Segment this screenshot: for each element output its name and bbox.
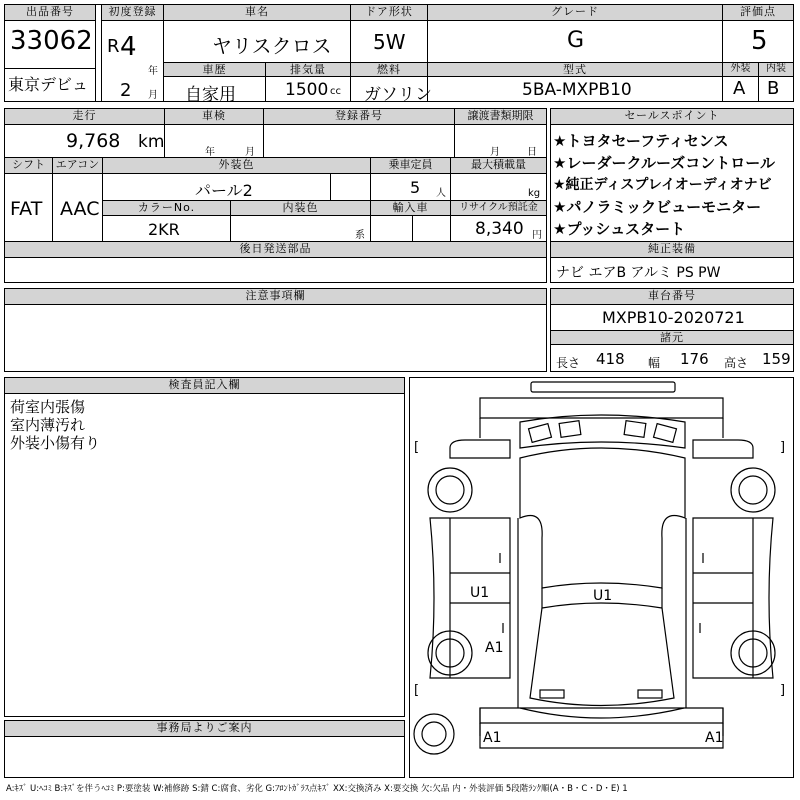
int-color-label: 内装色	[231, 201, 370, 216]
color-no-label: カラーNo.	[103, 201, 230, 216]
damage-mark-a1-bottom-left: A1	[483, 730, 502, 746]
damage-mark-a1-bottom-right: A1	[705, 730, 724, 746]
damage-mark-u1-left: U1	[470, 585, 490, 601]
ext-color-value: パール2	[195, 181, 253, 200]
equipment-label: 純正装備	[551, 242, 793, 258]
equipment-value: ナビ エアB アルミ PS PW	[556, 265, 721, 281]
history-value: 自家用	[185, 85, 236, 105]
bracket-right-bottom: ]	[780, 683, 786, 698]
load-unit: kg	[528, 188, 541, 199]
spec-grid	[4, 108, 547, 242]
shift-label: シフト	[5, 158, 52, 174]
capacity-label: 乗車定員	[371, 158, 450, 174]
load-label: 最大積載量	[451, 158, 546, 174]
sales-point-3: ★純正ディスプレイオーディオナビ	[553, 177, 772, 193]
ext-score-label: 外装	[723, 63, 758, 77]
car-name-value: ヤリスクロス	[212, 34, 332, 58]
color-no-value: 2KR	[148, 220, 180, 239]
later-parts-label: 後日発送部品	[5, 242, 546, 258]
grade-label: グレード	[428, 5, 722, 21]
first-reg-era: R	[107, 36, 120, 57]
chassis-label: 車台番号	[551, 289, 793, 305]
recycle-unit: 円	[532, 230, 542, 241]
mileage-label: 走行	[5, 109, 164, 125]
first-reg-label: 初度登録	[102, 5, 163, 21]
int-score-value: B	[767, 78, 780, 99]
inspector-line-3: 外装小傷有り	[10, 434, 101, 452]
notes-label: 注意事項欄	[5, 289, 546, 305]
recycle-label: リサイクル預託金	[451, 201, 546, 216]
reg-no-label: 登録番号	[264, 109, 454, 125]
capacity-unit: 人	[436, 188, 446, 199]
bracket-right-top: ]	[780, 440, 786, 455]
history-label: 車歴	[164, 63, 265, 77]
doors-value: 5W	[373, 30, 406, 54]
dims-label: 諸元	[551, 330, 793, 345]
first-reg-month: 2	[120, 80, 132, 101]
first-reg-year: 4	[120, 32, 137, 62]
transfer-month-unit: 月	[490, 147, 500, 158]
sales-point-1: ★トヨタセーフティセンス	[553, 132, 729, 150]
model-code-value: 5BA-MXPB10	[522, 80, 632, 100]
transfer-label: 譲渡書類期限	[455, 109, 546, 125]
chassis-value: MXPB10-2020721	[602, 308, 745, 327]
ac-value: AAC	[60, 198, 100, 220]
score-label: 評価点	[723, 5, 793, 21]
model-code-label: 型式	[428, 63, 722, 77]
inspector-line-2: 室内薄汚れ	[10, 416, 86, 434]
capacity-value: 5	[410, 178, 421, 197]
inspection-year-unit: 年	[205, 147, 215, 158]
import-label: 輸入車	[371, 201, 450, 216]
ext-color-label: 外装色	[103, 158, 370, 174]
displacement-label: 排気量	[266, 63, 350, 77]
damage-mark-a1-left: A1	[485, 640, 504, 656]
transfer-day-unit: 日	[527, 147, 537, 158]
width-value: 176	[680, 350, 709, 368]
damage-diagram	[409, 377, 794, 778]
bracket-left-bottom: [	[414, 683, 420, 698]
damage-mark-u1-center: U1	[593, 588, 613, 604]
recycle-value: 8,340	[475, 219, 524, 239]
first-reg-month-unit: 月	[148, 90, 158, 101]
grade-value: G	[567, 28, 585, 53]
venue-name: 東京デビュ	[8, 75, 89, 94]
sales-point-5: ★プッシュスタート	[553, 220, 686, 238]
bracket-left-top: [	[414, 440, 420, 455]
mileage-value: 9,768	[66, 130, 121, 152]
office-label: 事務局よりご案内	[5, 721, 404, 737]
shift-value: FAT	[10, 198, 43, 220]
sales-points-label: セールスポイント	[551, 109, 793, 125]
ac-label: エアコン	[53, 158, 102, 174]
inspection-label: 車検	[165, 109, 263, 125]
inspector-line-1: 荷室内張傷	[10, 398, 86, 416]
inspector-label: 検査員記入欄	[5, 378, 404, 394]
first-reg-year-unit: 年	[148, 66, 158, 77]
inspection-month-unit: 月	[245, 147, 255, 158]
width-label: 幅	[648, 356, 661, 370]
int-color-unit: 系	[355, 230, 365, 241]
doors-label: ドア形状	[351, 5, 427, 21]
sales-point-4: ★パノラミックビューモニター	[553, 198, 762, 216]
fuel-label: 燃料	[351, 63, 427, 77]
mileage-unit: km	[138, 132, 165, 152]
displacement-value: 1500	[285, 80, 329, 100]
lot-label: 出品番号	[5, 5, 95, 21]
length-value: 418	[596, 350, 625, 368]
height-label: 高さ	[724, 356, 749, 370]
int-score-label: 内装	[758, 63, 793, 77]
length-label: 長さ	[556, 356, 581, 370]
ext-score-value: A	[733, 78, 746, 99]
fuel-value: ガソリン	[364, 85, 432, 105]
height-value: 159	[762, 350, 791, 368]
legend-text: A:ｷｽﾞ U:ﾍｺﾐ B:ｷｽﾞを伴うﾍｺﾐ P:要塗装 W:補修跡 S:錆 C:腐食、劣化 G:ﾌﾛﾝﾄｶﾞﾗｽ点ｷｽﾞ XX:交換済み X:要交換 欠:欠品 内・外装評価 5段階ﾗﾝｸ順(A・B・C・D・E) 1	[6, 784, 628, 794]
sales-point-2: ★レーダークルーズコントロール	[553, 154, 775, 172]
displacement-unit: cc	[330, 86, 341, 97]
car-name-label: 車名	[164, 5, 350, 21]
score-value: 5	[751, 26, 768, 56]
lot-number: 33062	[10, 26, 93, 56]
